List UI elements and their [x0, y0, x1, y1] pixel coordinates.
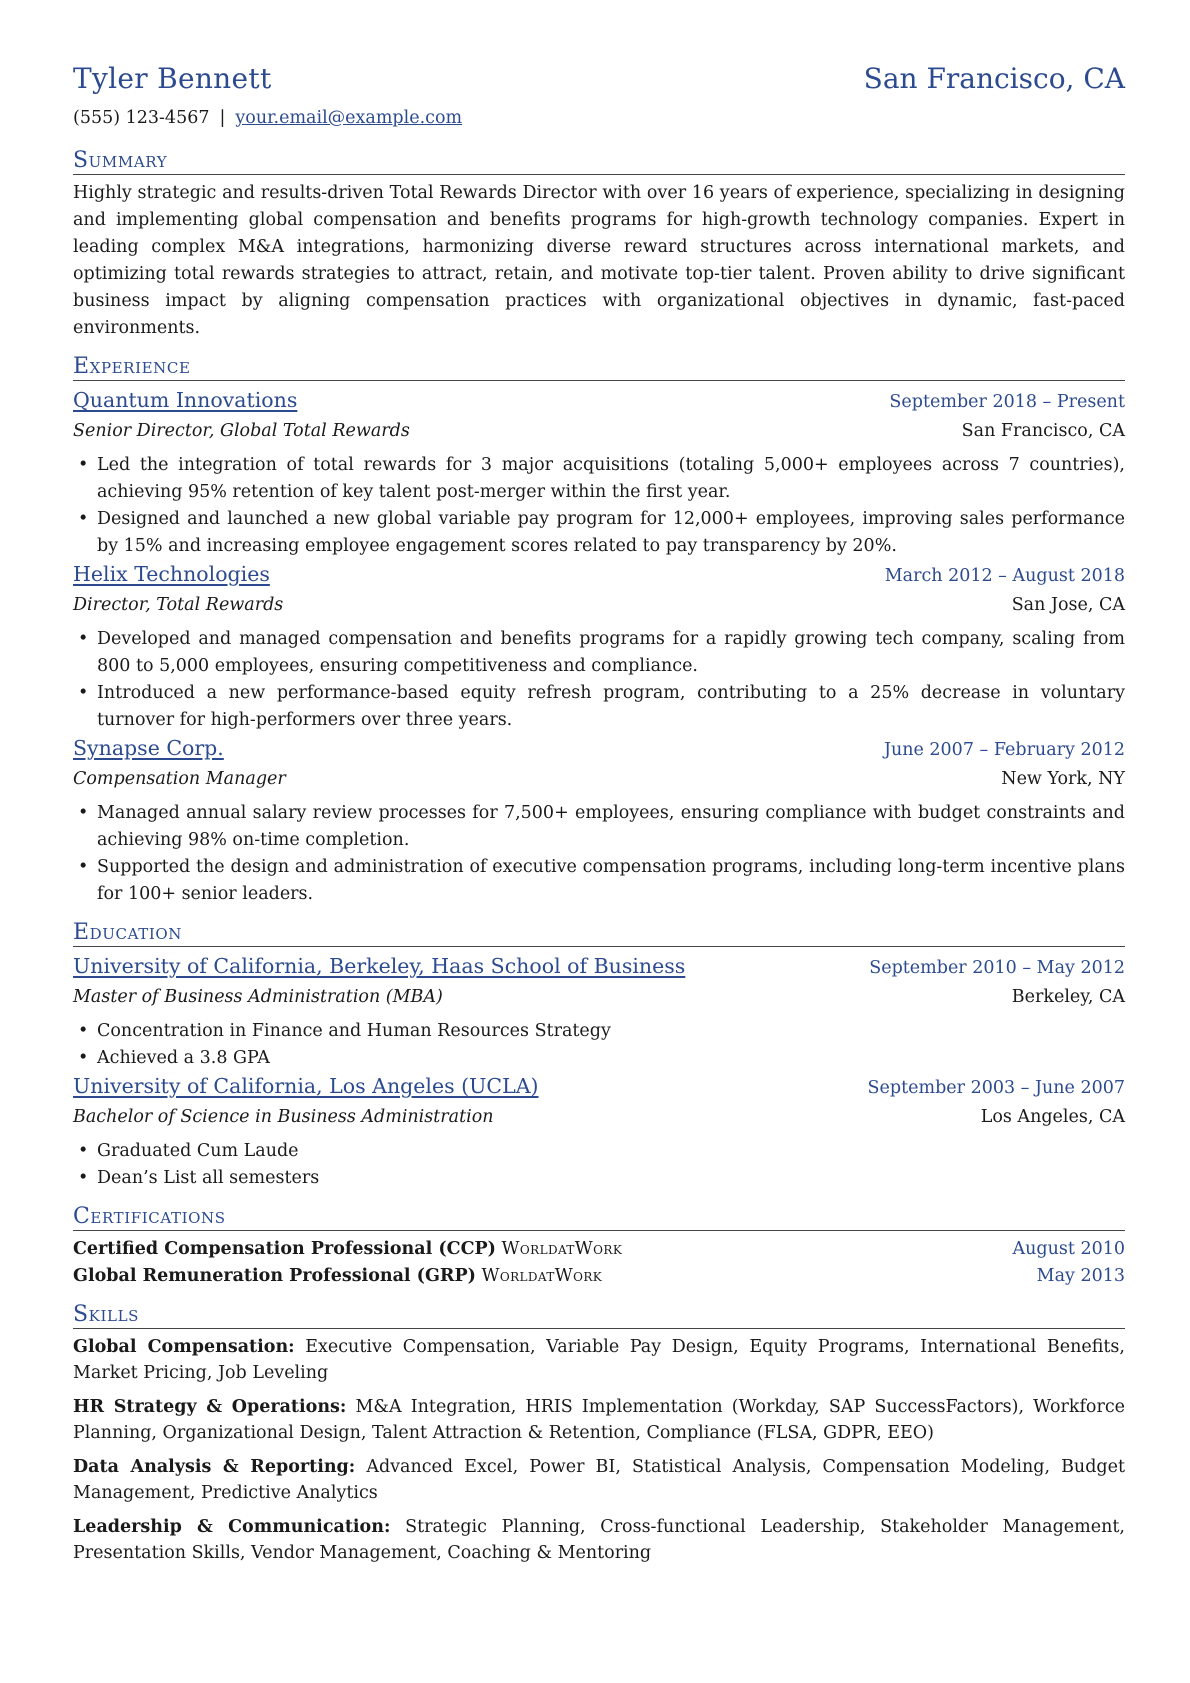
certification-list	[73, 1236, 1125, 1290]
candidate-name: Tyler Bennett	[73, 62, 272, 95]
bullet-list	[73, 626, 1125, 734]
section-title-summary: Summary	[73, 148, 1125, 175]
section-title-education: Education	[73, 920, 1125, 947]
resume-page	[73, 62, 1125, 1574]
education-entry	[73, 1072, 1125, 1192]
skill-group	[73, 1454, 1125, 1506]
contact-separator: |	[219, 108, 226, 128]
entry-dates: June 2007 – February 2012	[883, 740, 1125, 760]
section-title-experience: Experience	[73, 354, 1125, 381]
bullet-item: • Graduated Cum Laude	[73, 1138, 1125, 1165]
section-title-certifications: Certifications	[73, 1204, 1125, 1231]
bullet-item: • Dean’s List all semesters	[73, 1165, 1125, 1192]
skill-items: Executive Compensation, Variable Pay Design, Equity Programs, International Benefits, Market Pricing, Job Leveling	[73, 1337, 1125, 1383]
entry-location: New York, NY	[1001, 769, 1125, 789]
experience-list	[73, 386, 1125, 908]
degree-title: Bachelor of Science in Business Administration	[73, 1107, 494, 1127]
certification-issuer: WorldatWork	[501, 1239, 623, 1259]
summary-text: Highly strategic and results-driven Total Rewards Director with over 16 years of experience, specializing in designing and implementing global compensation and benefits programs for high-growth technology companies. Expert in leading complex M&A integrations, harmonizing diverse reward structures across international markets, and optimizing total rewards strategies to attract, retain, and motivate top-tier talent. Proven ability to drive significant business impact by aligning compensation practices with organizational objectives in dynamic, fast-paced environments.	[73, 183, 1125, 338]
bullet-item: • Achieved a 3.8 GPA	[73, 1045, 1125, 1072]
school-link[interactable]: University of California, Los Angeles (UCLA)	[73, 1074, 539, 1098]
entry-location: San Jose, CA	[1011, 595, 1125, 615]
skill-category: Leadership & Communication:	[73, 1517, 391, 1537]
employer-link[interactable]: Quantum Innovations	[73, 388, 298, 412]
bullet-item: • Developed and managed compensation and benefits programs for a rapidly growing tech company, scaling from 800 to 5,000 employees, ensuring competitiveness and compliance.	[73, 626, 1125, 680]
job-title: Director, Total Rewards	[73, 595, 284, 615]
phone-number: (555) 123-4567	[73, 108, 210, 128]
header-location: San Francisco, CA	[863, 62, 1125, 95]
email-link[interactable]: your.email@example.com	[235, 108, 463, 128]
bullet-list	[73, 452, 1125, 560]
entry-location: Berkeley, CA	[1011, 987, 1125, 1007]
bullet-item: • Introduced a new performance-based equity refresh program, contributing to a 25% decrease in voluntary turnover for high-performers over three years.	[73, 680, 1125, 734]
certification-issuer: WorldatWork	[481, 1266, 603, 1286]
experience-entry	[73, 560, 1125, 734]
certification-date: May 2013	[1036, 1266, 1125, 1286]
bullet-list	[73, 1018, 1125, 1072]
experience-entry	[73, 386, 1125, 560]
skill-items: Strategic Planning, Cross-functional Leadership, Stakeholder Management, Presentation Skills, Vendor Management, Coaching & Mentoring	[73, 1517, 1125, 1563]
resume-header	[73, 62, 1125, 102]
entry-dates: September 2003 – June 2007	[867, 1078, 1125, 1098]
certification-item	[73, 1236, 1125, 1263]
skill-category: HR Strategy & Operations:	[73, 1397, 347, 1417]
entry-location: Los Angeles, CA	[980, 1107, 1125, 1127]
employer-link[interactable]: Synapse Corp.	[73, 736, 224, 760]
job-title: Senior Director, Global Total Rewards	[73, 421, 410, 441]
certification-name: Global Remuneration Professional (GRP)	[73, 1266, 476, 1286]
school-link[interactable]: University of California, Berkeley, Haas School of Business	[73, 954, 686, 978]
skill-group	[73, 1394, 1125, 1446]
skill-category: Data Analysis & Reporting:	[73, 1457, 356, 1477]
certification-name: Certified Compensation Professional (CCP)	[73, 1239, 496, 1259]
certification-date: August 2010	[1012, 1239, 1125, 1259]
employer-link[interactable]: Helix Technologies	[73, 562, 270, 586]
education-entry	[73, 952, 1125, 1072]
entry-dates: September 2018 – Present	[889, 392, 1125, 412]
degree-title: Master of Business Administration (MBA)	[73, 987, 443, 1007]
skill-group	[73, 1514, 1125, 1566]
entry-location: San Francisco, CA	[961, 421, 1125, 441]
bullet-item: • Designed and launched a new global variable pay program for 12,000+ employees, improving sales performance by 15% and increasing employee engagement scores related to pay transparency by 20%.	[73, 506, 1125, 560]
bullet-list	[73, 800, 1125, 908]
contact-line	[73, 108, 1125, 134]
skills-list	[73, 1334, 1125, 1566]
skill-items: Advanced Excel, Power BI, Statistical Analysis, Compensation Modeling, Budget Management, Predictive Analytics	[73, 1457, 1125, 1503]
bullet-item: • Concentration in Finance and Human Resources Strategy	[73, 1018, 1125, 1045]
bullet-item: • Managed annual salary review processes for 7,500+ employees, ensuring compliance with budget constraints and achieving 98% on-time completion.	[73, 800, 1125, 854]
education-list	[73, 952, 1125, 1192]
certification-item	[73, 1263, 1125, 1290]
skill-group	[73, 1334, 1125, 1386]
bullet-item: • Supported the design and administration of executive compensation programs, including long-term incentive plans for 100+ senior leaders.	[73, 854, 1125, 908]
entry-dates: September 2010 – May 2012	[869, 958, 1125, 978]
experience-entry	[73, 734, 1125, 908]
skill-items: M&A Integration, HRIS Implementation (Workday, SAP SuccessFactors), Workforce Planning, Organizational Design, Talent Attraction & Retention, Compliance (FLSA, GDPR, EEO)	[73, 1397, 1125, 1443]
job-title: Compensation Manager	[73, 769, 286, 789]
bullet-list	[73, 1138, 1125, 1192]
bullet-item: • Led the integration of total rewards for 3 major acquisitions (totaling 5,000+ employees across 7 countries), achieving 95% retention of key talent post-merger within the first year.	[73, 452, 1125, 506]
section-title-skills: Skills	[73, 1302, 1125, 1329]
skill-category: Global Compensation:	[73, 1337, 295, 1357]
entry-dates: March 2012 – August 2018	[884, 566, 1125, 586]
